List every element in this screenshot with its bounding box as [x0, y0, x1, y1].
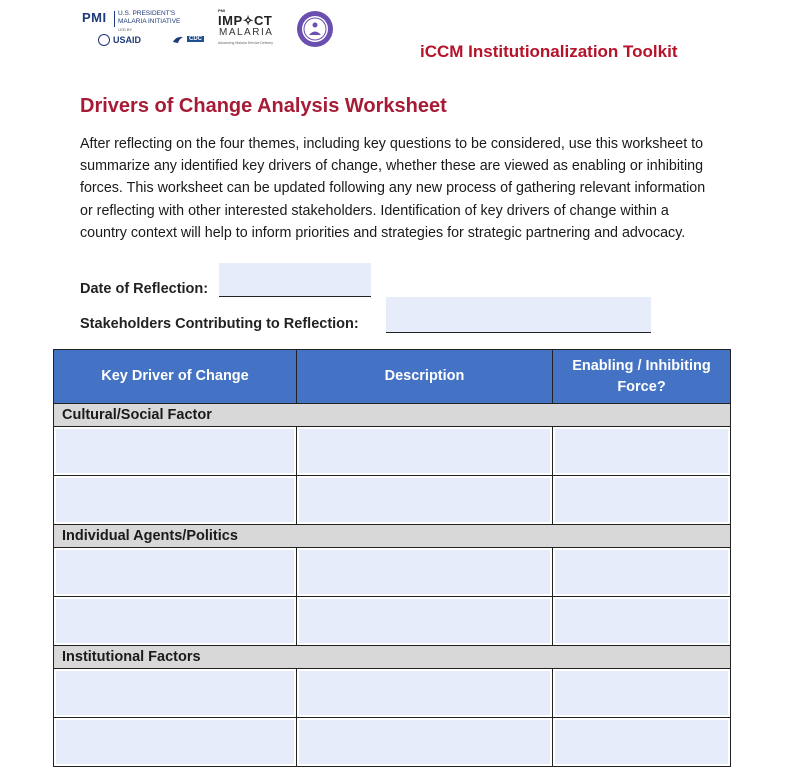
table-row [54, 427, 731, 476]
impact-pmi-text: PMI [218, 8, 226, 13]
table-cell[interactable] [553, 548, 731, 597]
fill-in-field[interactable] [555, 550, 728, 594]
table-cell[interactable] [553, 427, 731, 476]
table-cell[interactable] [54, 476, 297, 525]
table-cell[interactable] [297, 427, 553, 476]
table-row [54, 597, 731, 646]
impact-malaria-logo [218, 8, 284, 48]
header-key-driver: Key Driver of Change [54, 350, 297, 404]
pmi-abbr: PMI [82, 10, 107, 25]
impact-wordmark: IMP✧CT [218, 13, 273, 28]
fill-in-field[interactable] [56, 550, 294, 594]
table-cell[interactable] [54, 597, 297, 646]
fill-in-field[interactable] [555, 720, 728, 764]
usaid-wordmark: USAID [113, 35, 142, 45]
fill-in-field[interactable] [299, 429, 550, 473]
section-label: Cultural/Social Factor [54, 404, 731, 427]
section-row [54, 646, 731, 669]
table-row [54, 548, 731, 597]
stakeholders-field[interactable] [386, 297, 651, 333]
table-cell[interactable] [553, 597, 731, 646]
table-cell[interactable] [553, 669, 731, 718]
malaria-wordmark: MALARIA [219, 27, 274, 38]
fill-in-field[interactable] [56, 478, 294, 522]
table-cell[interactable] [553, 718, 731, 767]
fill-in-field[interactable] [299, 720, 550, 764]
table-cell[interactable] [297, 597, 553, 646]
table-cell[interactable] [297, 476, 553, 525]
fill-in-field[interactable] [299, 671, 550, 715]
fill-in-field[interactable] [555, 478, 728, 522]
section-label: Individual Agents/Politics [54, 525, 731, 548]
table-cell[interactable] [553, 476, 731, 525]
cdc-logo: CDC [189, 36, 202, 42]
drivers-table [53, 349, 731, 767]
table-cell[interactable] [54, 718, 297, 767]
fill-in-field[interactable] [299, 550, 550, 594]
fill-in-field[interactable] [56, 720, 294, 764]
table-cell[interactable] [297, 548, 553, 597]
fill-in-field[interactable] [299, 478, 550, 522]
partner-seal-logo [296, 10, 334, 48]
section-label: Institutional Factors [54, 646, 731, 669]
table-cell[interactable] [297, 718, 553, 767]
table-cell[interactable] [54, 669, 297, 718]
logo-divider [114, 11, 115, 27]
table-cell[interactable] [54, 427, 297, 476]
hhs-eagle-icon [172, 34, 184, 46]
usaid-seal-icon [98, 34, 110, 46]
fill-in-field[interactable] [56, 671, 294, 715]
header-enabling-inhibiting: Enabling / Inhibiting Force? [553, 350, 731, 404]
table-cell[interactable] [54, 548, 297, 597]
fill-in-field[interactable] [56, 429, 294, 473]
intro-paragraph: After reflecting on the four themes, including key questions to be considered, use this worksheet to summarize any identified key drivers of change, whether these are viewed as enabling or inhibiting forces. This worksheet can be updated following any new process of gathering relevant information or reflecting with other interested stakeholders. Identification of key drivers of change within a country context will help to inform priorities and strategies for strategic partnering and advocacy. [80, 136, 706, 241]
date-label: Date of Reflection: [80, 281, 209, 297]
stakeholders-label: Stakeholders Contributing to Reflection: [80, 316, 359, 332]
fill-in-field[interactable] [555, 599, 728, 643]
toolkit-title: iCCM Institutionalization Toolkit [420, 42, 678, 61]
fill-in-field[interactable] [555, 671, 728, 715]
impact-tagline: Advancing Malaria Service Delivery [218, 41, 274, 45]
pmi-led-by: LED BY [118, 27, 133, 32]
page-title: Drivers of Change Analysis Worksheet [80, 95, 447, 117]
pmi-logo [82, 8, 206, 50]
table-cell[interactable] [297, 669, 553, 718]
pmi-name: U.S. PRESIDENT'S MALARIA INITIATIVE [118, 10, 181, 25]
section-row [54, 525, 731, 548]
fill-in-field[interactable] [555, 429, 728, 473]
table-row [54, 669, 731, 718]
table-header-row [54, 350, 731, 404]
date-field[interactable] [219, 263, 371, 297]
table-row [54, 718, 731, 767]
fill-in-field[interactable] [299, 599, 550, 643]
table-row [54, 476, 731, 525]
header-description: Description [297, 350, 553, 404]
section-row [54, 404, 731, 427]
fill-in-field[interactable] [56, 599, 294, 643]
